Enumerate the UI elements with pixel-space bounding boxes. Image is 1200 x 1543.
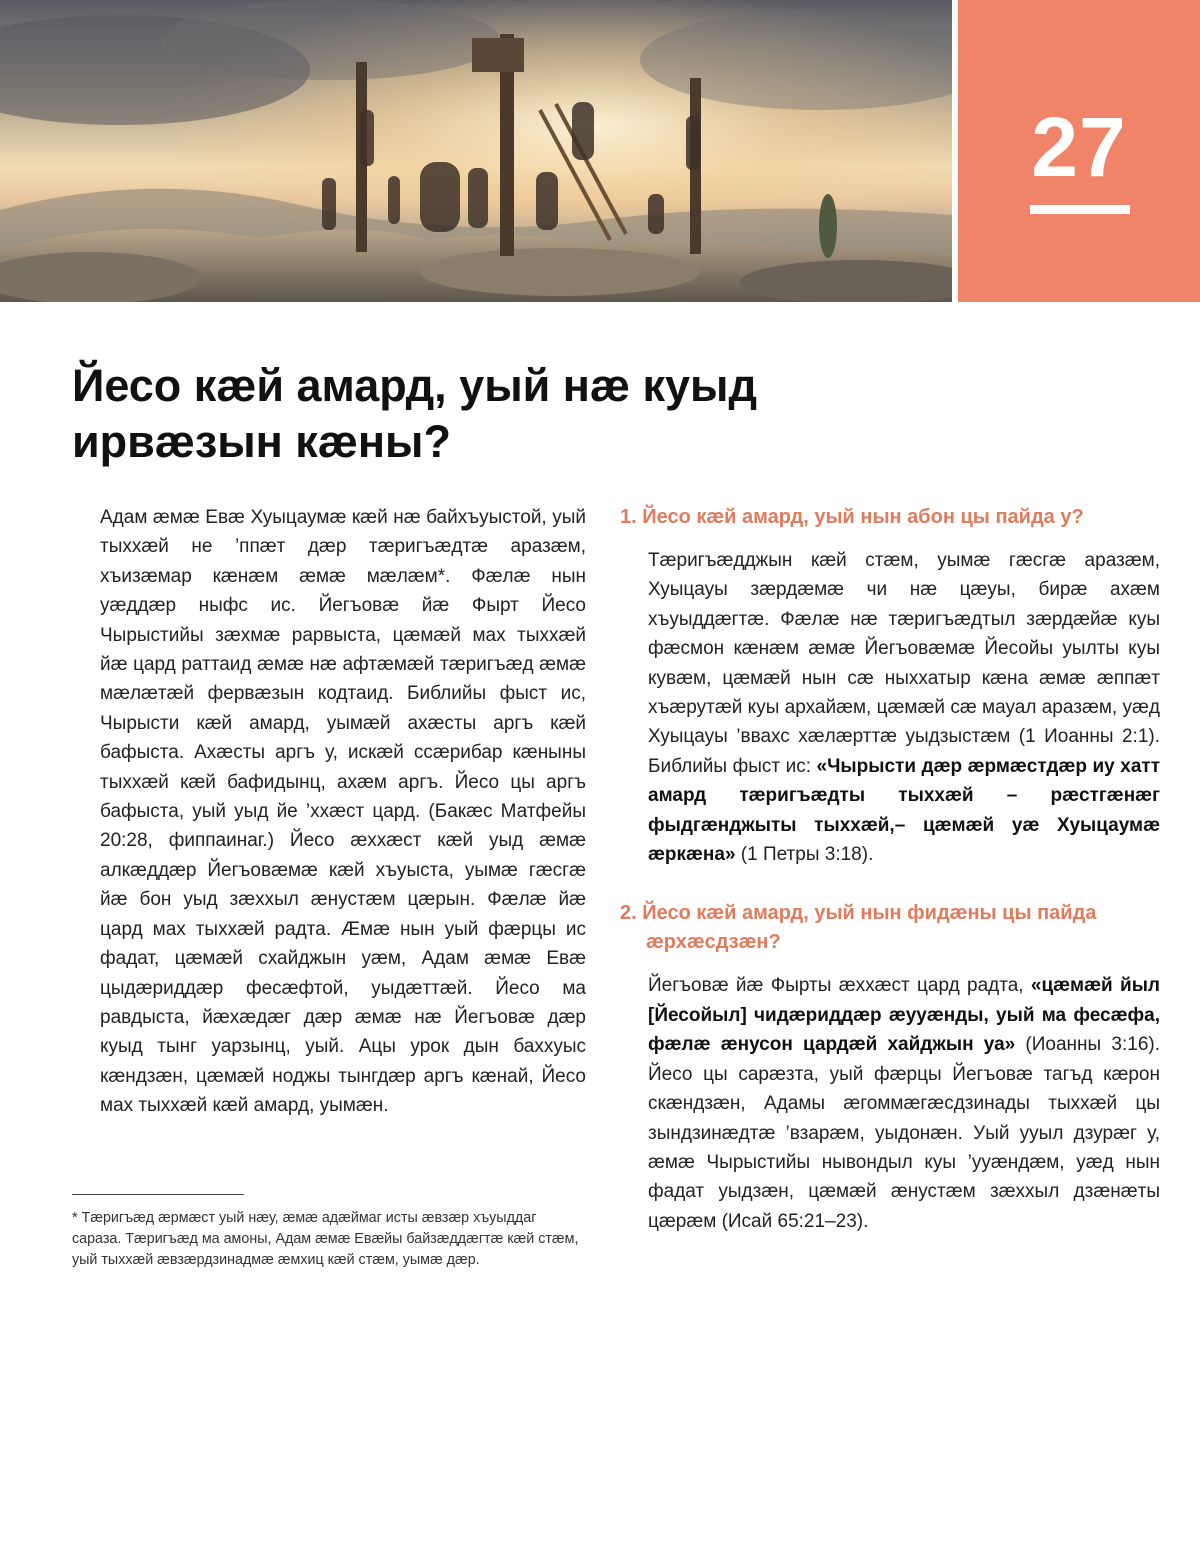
- question-2-answer: [620, 971, 1160, 1236]
- question-1-answer: [620, 546, 1160, 869]
- footnote-divider: [72, 1194, 244, 1195]
- question-2-heading: [620, 899, 1160, 957]
- question-1-answer-lead: Тæригъæдджын кæй стæм, уымæ гæсгæ аразæм, Хуыцауы зæрдæмæ чи нæ цæуы, бирæ ахæм хъуыддæгтæ. Фæлæ нæ тæригъæдтыл зæрдæйæ куы фæсмон кæнæм æмæ Йегъовæмæ Йесойы уылты куы кувæм, цæмæй нын сæ ныххатыр кæна æмæ æппæт хъæрутæй куы архайæм, цæмæй сæ мауал аразæм, уæд Хуыцауы ’ввахс хæлæрттæ уыдзыстæм (1 Иоанны 2:1). Библийы фыст ис:: [648, 550, 1160, 777]
- crucifixion-scene-illustration: [0, 0, 952, 302]
- question-1-number: 1.: [620, 506, 637, 528]
- question-2-answer-text: [648, 971, 1160, 1236]
- page-title: Йесо кæй амард, уый нæ куыд ирвæзын кæны?: [72, 360, 758, 467]
- question-1-heading: [620, 503, 1160, 532]
- questions-column: [620, 503, 1160, 1236]
- hero-image: [0, 0, 952, 302]
- question-2-answer-continuation: (Иоанны 3:16). Йесо цы сарæзта, уый фæрцы Йегъовæ тагъд кæрон скæндзæн, Адамы æгоммæгæсдзинады тыххæй цы зындзинæдтæ ’взарæм, уыдонæн. Уый ууыл дзурæг у, æмæ Чырыстийы нывондыл куы ’ууæндæм, уæд нын фадат уыдзæн, цæмæй æнустæм зæххыл дзæнæты цæрæм (Исай 65:21–23).: [648, 1034, 1160, 1232]
- footnote: * Тæригъæд æрмæст уый нæу, æмæ адæймаг исты æвзæр хъуыддаг сараза. Тæригъæд ма амоны, Адам æмæ Евæйы байзæддæгтæ кæй стæм, уый тыххæй æвзæрдзинадмæ æмхиц кæй стæм, уымæ дæр.: [72, 1210, 579, 1268]
- question-2-number: 2.: [620, 902, 637, 925]
- question-1-title: Йесо кæй амард, уый нын абон цы пайда у?: [642, 506, 1084, 528]
- question-1-scripture-quote: «Чырысти дæр æрмæстдæр иу хатт амард тæригъæдты тыххæй – рæстгæнæг фыдгæнджыты тыххæй,– цæмæй уæ Хуыцаумæ æркæна»: [648, 755, 1160, 866]
- question-2-title: Йесо кæй амард, уый нын фидæны цы пайда æрхæсдзæн?: [642, 902, 1097, 954]
- question-2-scripture-quote: «цæмæй йыл [Йесойыл] чидæриддæр æууæнды, уый ма фесæфа, фæлæ æнусон цардæй хайджын уа»: [648, 975, 1160, 1056]
- intro-column: [100, 503, 586, 1121]
- question-1-answer-text: [648, 546, 1160, 869]
- chapter-number-panel: [958, 0, 1200, 302]
- question-1-scripture-reference: (1 Петры 3:18).: [735, 844, 874, 866]
- chapter-number-underline: [1030, 205, 1130, 214]
- intro-paragraph: Адам æмæ Евæ Хуыцаумæ кæй нæ байхъуыстой, уый тыххæй не ’ппæт дæр тæригъæдтæ аразæм, хъизæмар кæнæм æмæ мæлæм*. Фæлæ нын уæддæр ныфс ис. Йегъовæ йæ Фырт Йесо Чырыстийы зæхмæ рарвыста, цæмæй мах тыххæй йæ цард раттаид æмæ нæ афтæмæй тæригъæд æмæ мæлæтæй фервæзын кодтаид. Библийы фыст ис, Чырысти кæй амард, уымæй ахæсты аргъ кæй бафыста. Ахæсты аргъ у, искæй ссæрибар кæныны тыххæй кæй бафидынц, ахæм аргъ. Йесо цы аргъ бафыста, уый уыд йе ’ххæст цард. (Бакæс Матфейы 20:28, фиппаинаг.) Йесо æххæст кæй уыд æмæ алкæддæр Йегъовæмæ кæй хъуыста, уымæ гæсгæ йæ бон уыд зæххыл æнустæм цæрын. Фæлæ йæ цард мах тыххæй радта. Æмæ нын уый фæрцы ис фадат, цæмæй схайджын уæм, Адам æмæ Евæ цыдæриддæр фесæфтой, уыдæттæй. Йесо ма равдыста, йæхæдæг дæр æмæ нæ Йегъовæ дæр куыд тынг уарзынц, уый. Ацы урок дын баххуыс кæндзæн, цæмæй ноджы тынгдæр аргъ кæнай, Йесо мах тыххæй кæй амард, уымæн.: [100, 507, 586, 1117]
- question-2-answer-lead: Йегъовæ йæ Фырты æххæст цард радта,: [648, 975, 1031, 997]
- chapter-number: 27: [1031, 100, 1127, 194]
